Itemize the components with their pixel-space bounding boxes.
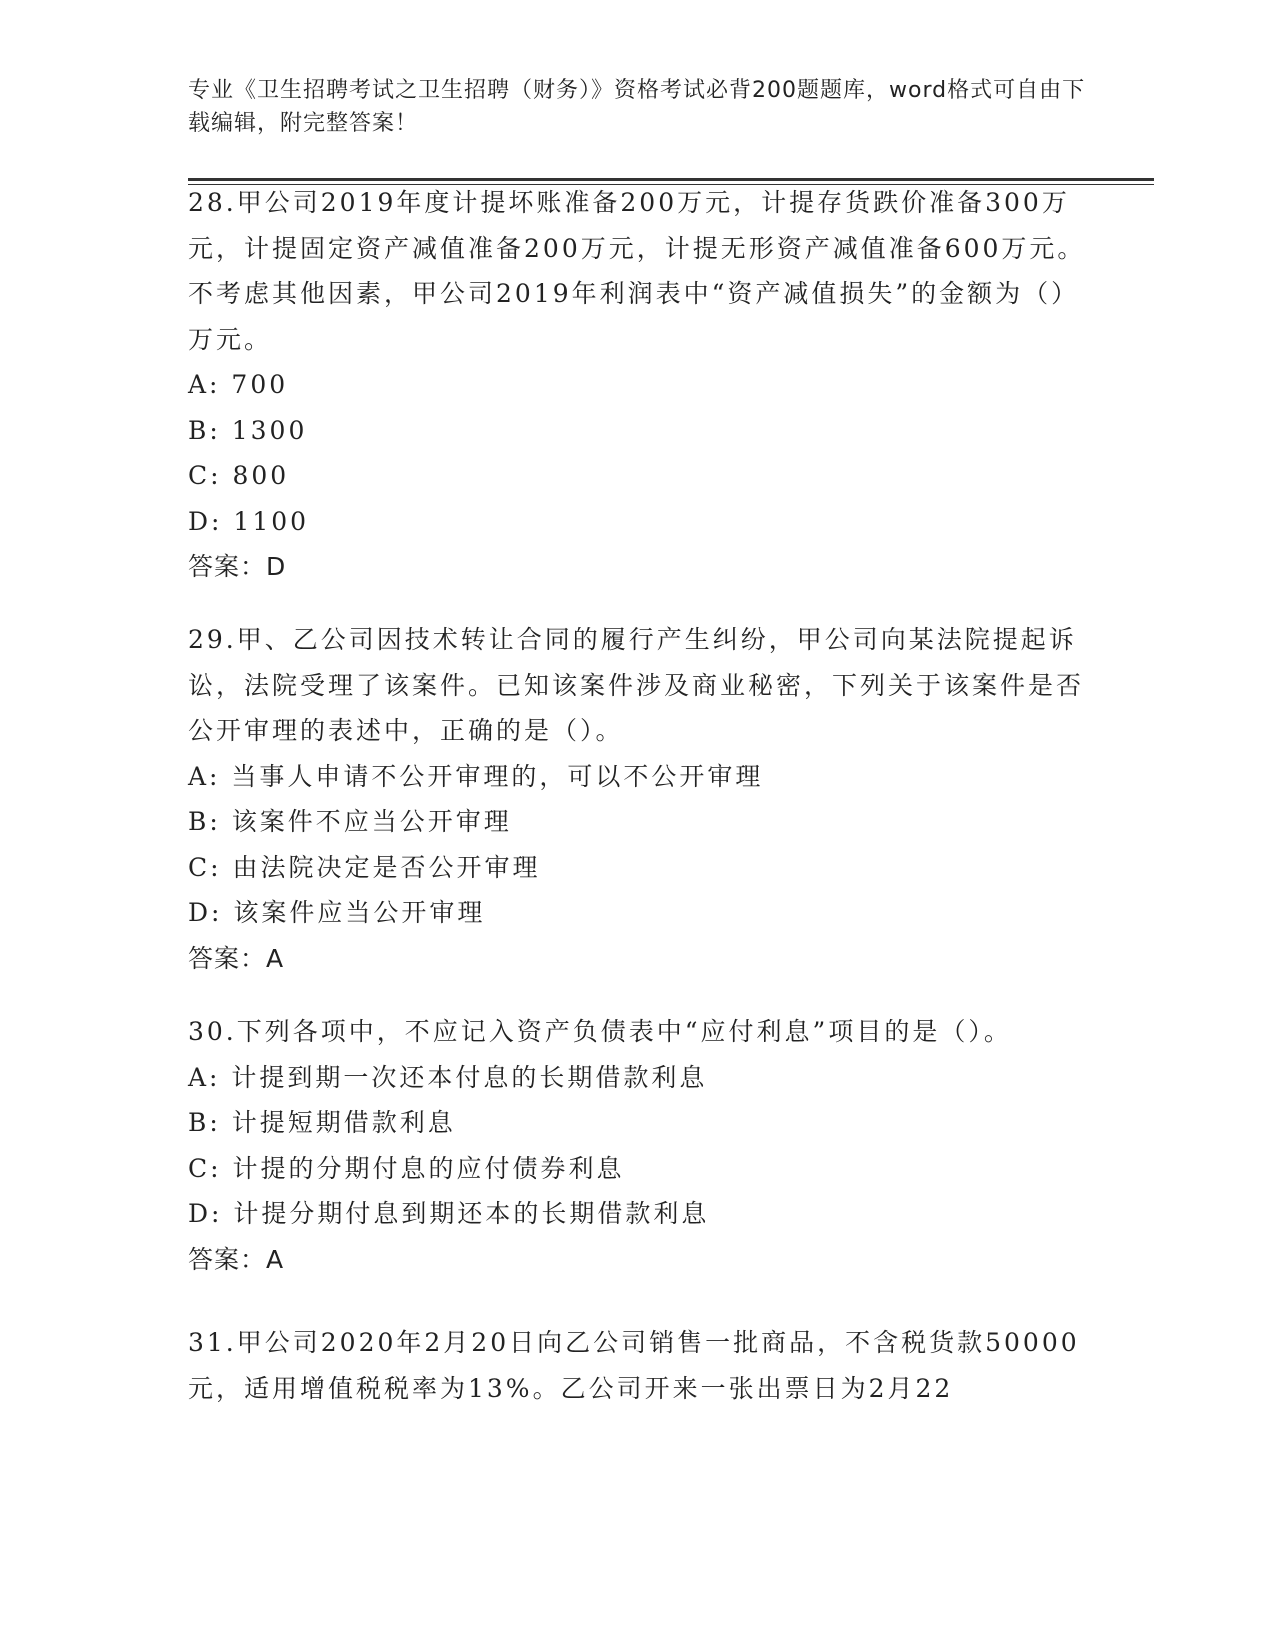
option-b: B: 计提短期借款利息 [188,1108,456,1137]
option-c: C: 计提的分期付息的应付债券利息 [188,1153,625,1183]
option-c: C: 800 [188,461,290,490]
question-stem: 30.下列各项中，不应记入资产负债表中“应付利息”项目的是（）。 [188,1017,1012,1046]
option-d: D: 1100 [188,506,310,536]
option-b: B: 1300 [188,415,308,445]
question-stem: 31.甲公司2020年2月20日向乙公司销售一批商品，不含税货款50000元，适用增值税税率为13%。乙公司开来一张出票日为2月22 [188,1328,1080,1403]
option-c: C: 由法院决定是否公开审理 [188,852,541,882]
option-a: A: 700 [188,370,289,399]
header-text: 专业《卫生招聘考试之卫生招聘（财务）》资格考试必背200题题库，word格式可自由下载编辑，附完整答案！ [188,78,1086,136]
option-b: B: 该案件不应当公开审理 [188,807,512,836]
question-30 [188,1009,1088,1282]
option-a: A: 计提到期一次还本付息的长期借款利息 [188,1062,708,1092]
question-31 [188,1320,1088,1411]
question-stem: 28.甲公司2019年度计提坏账准备200万元，计提存货跌价准备300万元，计提固定资产减值准备200万元，计提无形资产减值准备600万元。不考虑其他因素，甲公司2019年利润表中“资产减值损失”的金额为（）万元。 [188,188,1086,354]
answer: 答案：D [188,552,287,581]
question-28 [188,180,1088,590]
answer: 答案：A [188,1244,285,1274]
option-a: A: 当事人申请不公开审理的，可以不公开审理 [188,761,764,791]
option-d: D: 该案件应当公开审理 [188,898,486,927]
answer: 答案：A [188,943,285,973]
question-stem: 29.甲、乙公司因技术转让合同的履行产生纠纷，甲公司向某法院提起诉讼，法院受理了该案件。已知该案件涉及商业秘密，下列关于该案件是否公开审理的表述中，正确的是（）。 [188,625,1085,745]
question-29 [188,617,1088,981]
option-d: D: 计提分期付息到期还本的长期借款利息 [188,1199,710,1228]
document-header [188,74,1088,140]
